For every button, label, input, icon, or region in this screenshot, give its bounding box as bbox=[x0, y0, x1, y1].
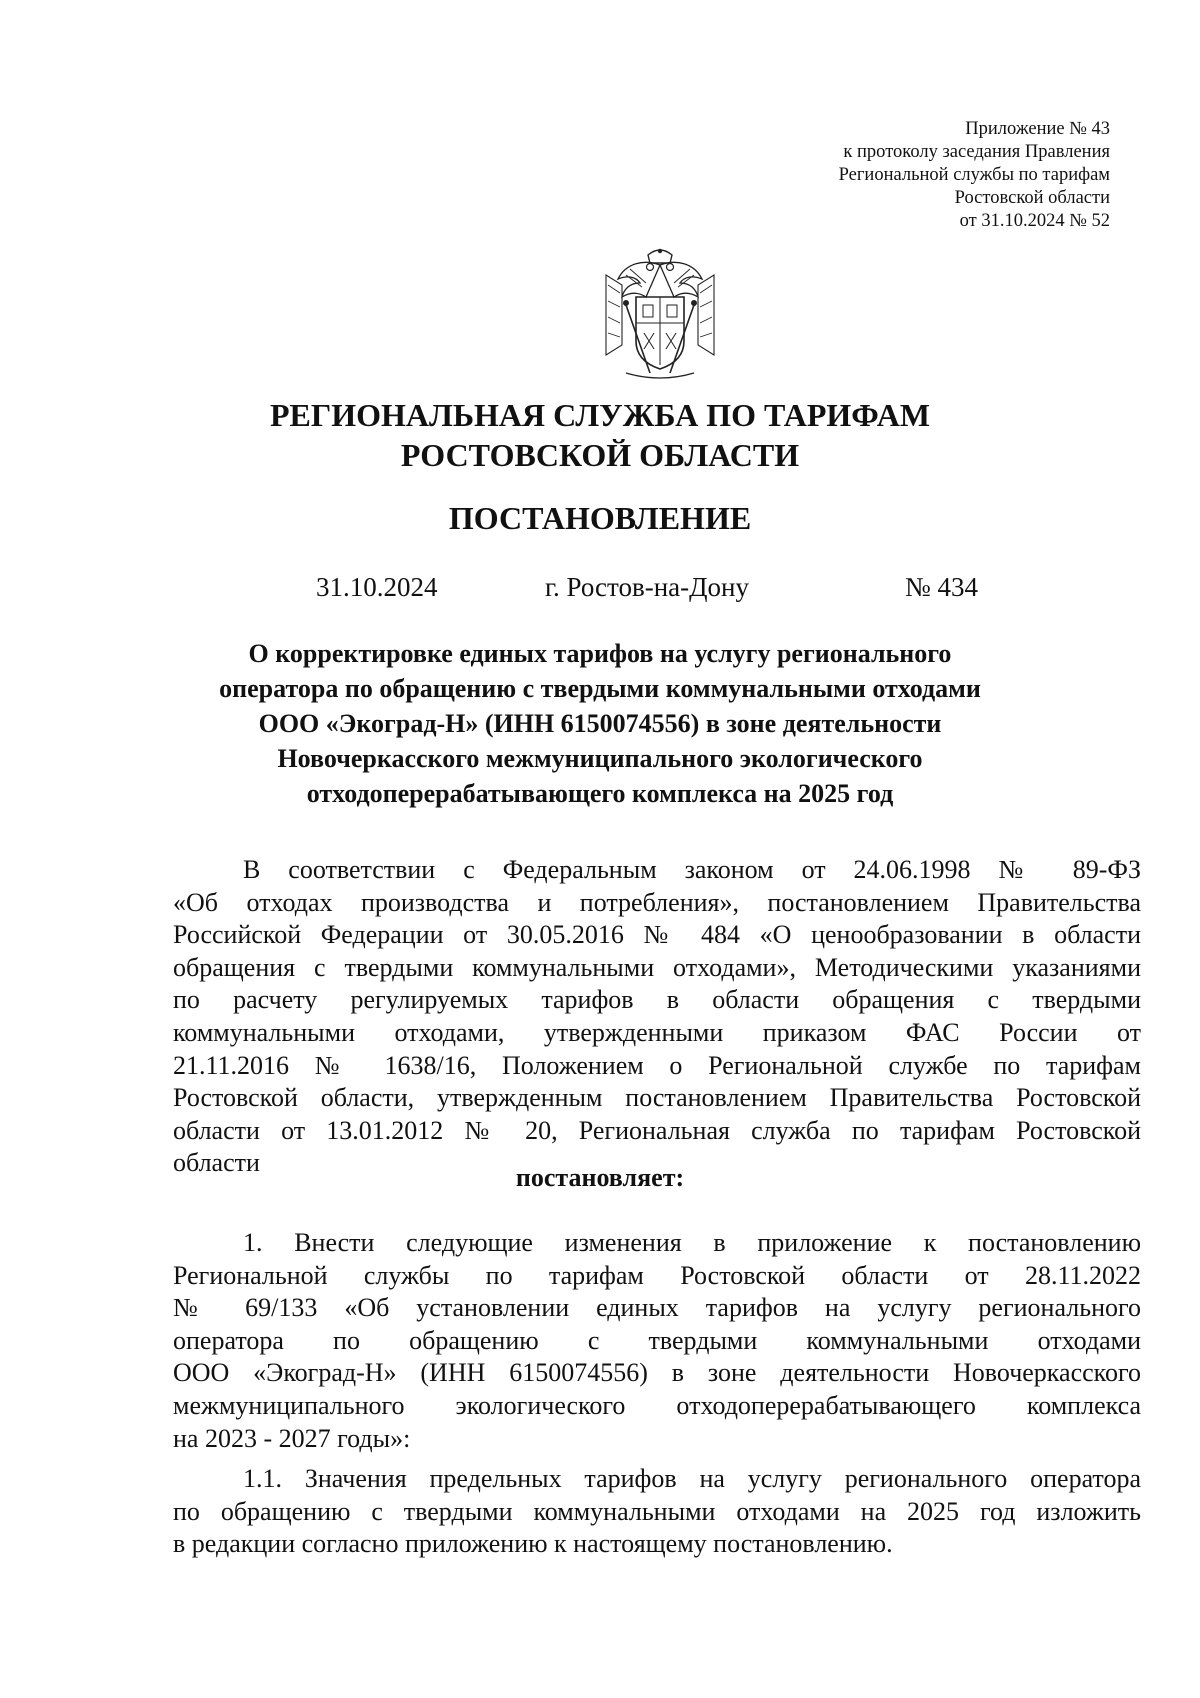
appendix-note-line: от 31.10.2024 № 52 bbox=[959, 211, 1110, 231]
preamble-line: области от 13.01.2012 № 20, Региональная служба по тарифам Ростовской bbox=[173, 1115, 1141, 1145]
appendix-note-line: к протоколу заседания Правления bbox=[843, 142, 1110, 162]
subject-line: Новочеркасского межмуниципального экологического bbox=[277, 744, 923, 773]
appendix-note-line: Региональной службы по тарифам bbox=[838, 165, 1110, 185]
agency-name-line: РЕГИОНАЛЬНАЯ СЛУЖБА ПО ТАРИФАМ bbox=[269, 397, 931, 433]
item-1-line: Региональной службы по тарифам Ростовской области от 28.11.2022 bbox=[173, 1260, 1141, 1290]
item-1-line: оператора по обращению с твердыми коммунальными отходами bbox=[173, 1325, 1141, 1355]
appendix-note-line: Приложение № 43 bbox=[965, 119, 1110, 139]
subject-line: ООО «Экоград-Н» (ИНН 6150074556) в зоне деятельности bbox=[258, 709, 942, 738]
item-1-line: 1. Внести следующие изменения в приложение к постановлению bbox=[243, 1228, 1141, 1257]
preamble-line: обращения с твердыми коммунальными отходами», Методическими указаниями bbox=[173, 952, 1141, 982]
preamble-line: Российской Федерации от 30.05.2016 № 484 «О ценообразовании в области bbox=[173, 920, 1141, 950]
preamble-line: по расчету регулируемых тарифов в области обращения с твердыми bbox=[173, 985, 1141, 1015]
item-1-paragraph bbox=[173, 1227, 1141, 1455]
document-number: № 434 bbox=[905, 572, 979, 602]
resolves-heading: постановляет: bbox=[515, 1163, 685, 1192]
coat-of-arms-icon bbox=[596, 245, 724, 385]
agency-name bbox=[0, 395, 1200, 475]
preamble-line: 21.11.2016 № 1638/16, Положением о Региональной службе по тарифам bbox=[173, 1050, 1141, 1080]
preamble-line: В соответствии с Федеральным законом от 24.06.1998 № 89-ФЗ bbox=[243, 855, 1141, 884]
item-1-1-paragraph bbox=[173, 1463, 1141, 1561]
document-subject bbox=[0, 636, 1200, 811]
preamble-line: «Об отходах производства и потребления», постановлением Правительства bbox=[173, 887, 1141, 917]
item-1-1-line: 1.1. Значения предельных тарифов на услугу регионального оператора bbox=[243, 1464, 1141, 1493]
item-1-line: № 69/133 «Об установлении единых тарифов на услугу регионального bbox=[173, 1293, 1141, 1323]
agency-name-line: РОСТОВСКОЙ ОБЛАСТИ bbox=[400, 437, 800, 473]
item-1-1-line: в редакции согласно приложению к настоящему постановлению. bbox=[173, 1529, 893, 1559]
appendix-note-line: Ростовской области bbox=[954, 188, 1110, 208]
preamble-line: области bbox=[173, 1148, 260, 1178]
item-1-1-line: по обращению с твердыми коммунальными отходами на 2025 год изложить bbox=[173, 1496, 1141, 1526]
document-city: г. Ростов-на-Дону bbox=[545, 572, 750, 602]
item-1-line: межмуниципального экологического отходоперерабатывающего комплекса bbox=[173, 1390, 1141, 1420]
subject-line: О корректировке единых тарифов на услугу регионального bbox=[248, 639, 952, 668]
preamble-paragraph bbox=[173, 854, 1141, 1180]
item-1-line: ООО «Экоград-Н» (ИНН 6150074556) в зоне деятельности Новочеркасского bbox=[173, 1358, 1141, 1388]
document-type: ПОСТАНОВЛЕНИЕ bbox=[448, 500, 752, 536]
item-1-line: на 2023 - 2027 годы»: bbox=[173, 1423, 411, 1453]
subject-line: отходоперерабатывающего комплекса на 2025 год bbox=[306, 779, 894, 808]
preamble-line: коммунальными отходами, утвержденными приказом ФАС России от bbox=[173, 1017, 1141, 1047]
document-date: 31.10.2024 bbox=[316, 572, 438, 602]
appendix-note bbox=[839, 118, 1110, 233]
subject-line: оператора по обращению с твердыми коммунальными отходами bbox=[219, 674, 981, 703]
preamble-line: Ростовской области, утвержденным постановлением Правительства Ростовской bbox=[173, 1083, 1141, 1113]
